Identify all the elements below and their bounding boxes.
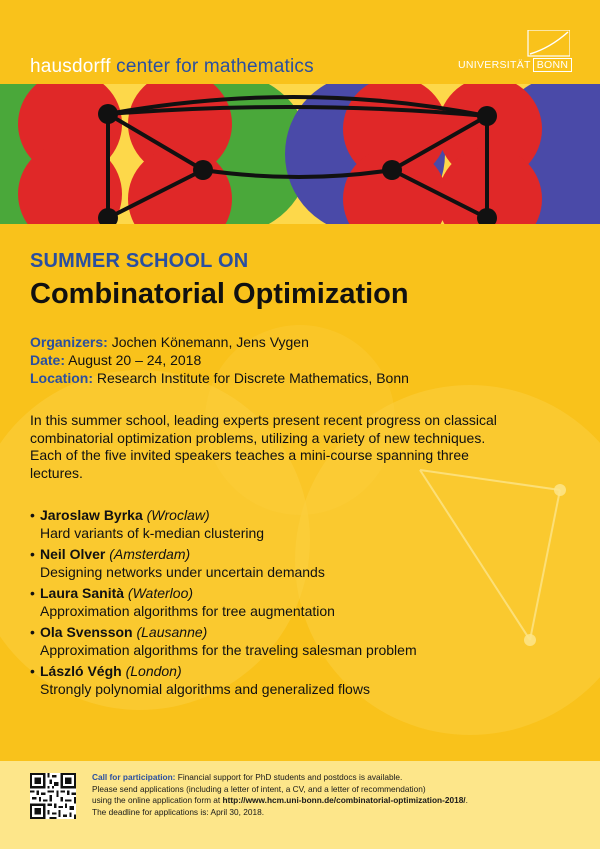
speaker-affiliation: (Amsterdam): [109, 546, 191, 562]
hcm-brand-rest: center for mathematics: [116, 56, 314, 77]
speaker-topic: Strongly polynomial algorithms and generalized flows: [40, 680, 370, 697]
speaker-topic: Designing networks under uncertain demands: [40, 563, 325, 580]
speaker-item: [30, 663, 575, 698]
bullet: •: [30, 546, 35, 562]
speaker-topic: Approximation algorithms for the traveling salesman problem: [40, 641, 417, 658]
date-line: [30, 351, 575, 369]
description: In this summer school, leading experts present recent progress on classical combinatorial optimization problems, utilizing a variety of new techniques. Each of the five invited speakers teaches a mini-course spanning three lectures.: [30, 412, 497, 481]
speaker-list: [30, 507, 575, 698]
speaker-item: [30, 546, 575, 581]
qr-code-icon[interactable]: [30, 773, 76, 819]
footer-line-4: The deadline for applications is: April 30, 2018.: [92, 806, 265, 817]
application-info: [92, 772, 468, 818]
university-label: UNIVERSITÄT: [458, 59, 531, 71]
event-title: Combinatorial Optimization: [30, 278, 409, 310]
footer-text-3: using the online application form at: [92, 795, 221, 805]
speaker-affiliation: (Lausanne): [136, 624, 208, 640]
speaker-affiliation: (Wroclaw): [146, 507, 210, 523]
event-subtitle: SUMMER SCHOOL ON: [30, 250, 249, 272]
main-content: [30, 250, 575, 702]
bullet: •: [30, 663, 35, 679]
location-line: [30, 369, 575, 387]
speaker-topic: Approximation algorithms for tree augmentation: [40, 602, 335, 619]
speaker-name: Jaroslaw Byrka: [40, 507, 143, 523]
application-url-link[interactable]: http://www.hcm.uni-bonn.de/combinatorial-optimization-2018/: [222, 795, 466, 805]
footer-text-1: Financial support for PhD students and postdocs is available.: [177, 772, 403, 782]
university-name: [458, 58, 572, 72]
footer-text-3-end: .: [465, 795, 468, 805]
university-city: BONN: [533, 58, 573, 72]
speaker-name: Neil Olver: [40, 546, 106, 562]
speaker-topic: Hard variants of k-median clustering: [40, 524, 265, 541]
footer-line-3: [92, 795, 468, 807]
footer-line-1: [92, 772, 468, 784]
hcm-logo-text: [30, 56, 314, 78]
bullet: •: [30, 624, 35, 640]
location-label: Location:: [30, 370, 93, 386]
speaker-name: Laura Sanità: [40, 585, 125, 601]
speaker-item: [30, 507, 575, 542]
bullet: •: [30, 507, 35, 523]
speaker-item: [30, 624, 575, 659]
hcm-brand: hausdorff: [30, 56, 111, 77]
date-value: August 20 – 24, 2018: [68, 352, 202, 368]
date-label: Date:: [30, 352, 66, 368]
organizers-label: Organizers:: [30, 334, 108, 350]
bullet: •: [30, 585, 35, 601]
speaker-name: Ola Svensson: [40, 624, 133, 640]
graph-illustration-banner: [0, 84, 600, 224]
location-value: Research Institute for Discrete Mathematics, Bonn: [96, 370, 409, 386]
speaker-affiliation: (London): [125, 663, 182, 679]
speaker-affiliation: (Waterloo): [127, 585, 194, 601]
call-label: Call for participation:: [92, 772, 176, 782]
organizers-line: [30, 333, 575, 351]
event-info: [30, 333, 575, 387]
footer-line-2: Please send applications (including a letter of intent, a CV, and a letter of recommendation): [92, 783, 426, 794]
organizers-value: Jochen Könemann, Jens Vygen: [111, 334, 309, 350]
speaker-item: [30, 585, 575, 620]
header: [0, 0, 600, 84]
speaker-name: László Végh: [40, 663, 122, 679]
footer: [0, 761, 600, 849]
